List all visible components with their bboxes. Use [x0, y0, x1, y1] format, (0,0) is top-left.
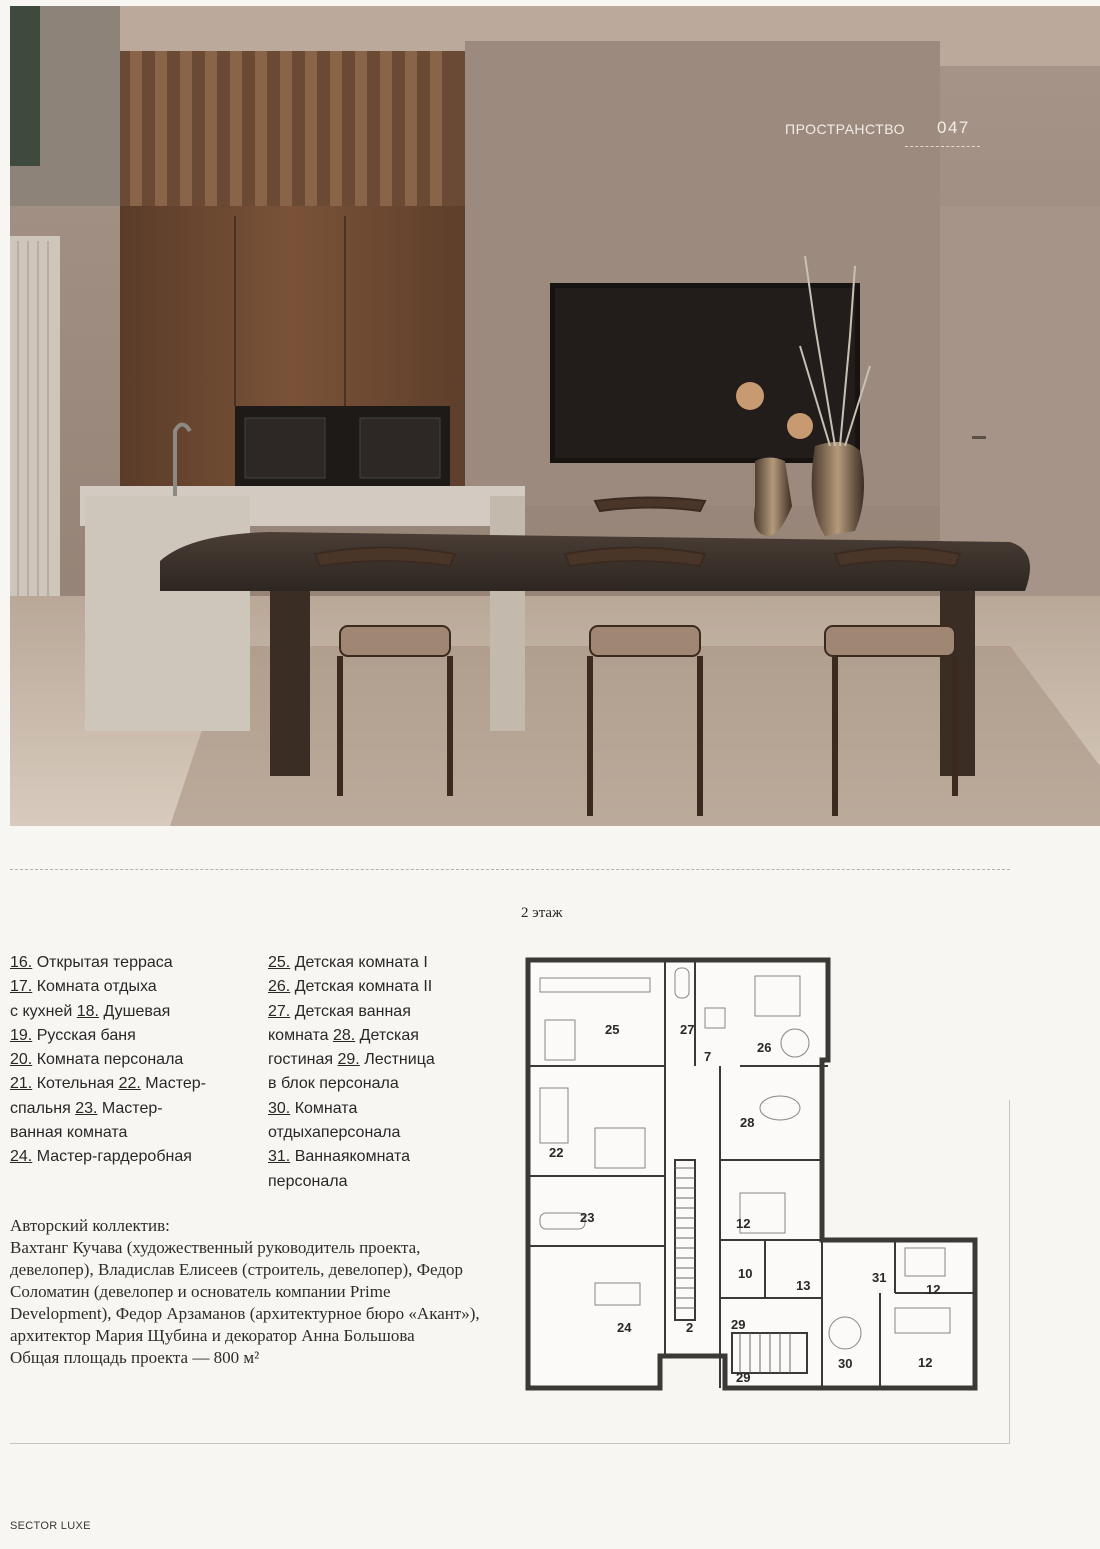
legend-number: 26. — [268, 978, 291, 996]
legend-text: Ванная — [290, 1148, 350, 1166]
section-divider — [10, 869, 1010, 870]
legend-text: комната персонала — [268, 1148, 411, 1190]
legend-text: Мастер- — [97, 1099, 163, 1117]
legend-text: Открытая терраса — [32, 954, 173, 971]
legend-number: 17. — [10, 978, 33, 996]
legend-entry — [268, 1051, 338, 1068]
legend-entry — [10, 1075, 119, 1092]
plan-label: 12 — [926, 1282, 941, 1297]
plan-label: 29 — [736, 1370, 751, 1385]
legend-number: 30. — [268, 1099, 291, 1117]
legend-text: Детская — [355, 1026, 419, 1044]
legend-entry — [10, 978, 157, 995]
floor-plan-title: 2 этаж — [521, 905, 563, 921]
legend-number: 25. — [268, 954, 291, 971]
legend-text: комната — [268, 1026, 333, 1044]
project-area: Общая площадь проекта — 800 м² — [10, 1348, 260, 1367]
plan-label: 29 — [731, 1317, 746, 1332]
plan-label: 13 — [796, 1278, 811, 1293]
plan-frame-bottom — [10, 1443, 1010, 1444]
legend-number: 19. — [10, 1026, 33, 1044]
plan-label: 28 — [740, 1115, 755, 1130]
legend-number: 31. — [268, 1148, 291, 1166]
legend-entry — [268, 1148, 350, 1165]
legend-number: 27. — [268, 1002, 291, 1020]
plan-label: 22 — [549, 1145, 564, 1160]
credits-heading: Авторский коллектив: — [10, 1216, 170, 1235]
legend-number: 28. — [332, 1026, 356, 1044]
legend-number: 21. — [10, 1075, 33, 1093]
legend-number: 29. — [337, 1051, 360, 1069]
legend-number: 23. — [75, 1099, 98, 1117]
legend-text: спальня — [10, 1099, 76, 1117]
legend-number: 16. — [10, 954, 33, 971]
legend-text: гостиная — [268, 1051, 338, 1069]
legend-text: с кухней — [10, 1002, 77, 1020]
legend-entry — [75, 1100, 162, 1117]
legend-entry — [10, 1027, 136, 1044]
legend-entry — [268, 1027, 333, 1044]
legend-text: Детская ванная — [290, 1002, 411, 1020]
legend-entry — [119, 1075, 206, 1092]
legend-number: 22. — [118, 1075, 141, 1093]
legend-text: Котельная — [32, 1075, 119, 1093]
plan-label: 10 — [738, 1266, 753, 1281]
legend-text: Комната персонала — [32, 1051, 184, 1069]
page-number: 047 — [937, 118, 970, 137]
legend-text: Мастер- — [140, 1075, 206, 1093]
plan-label: 12 — [736, 1216, 751, 1231]
legend-text: ванная комната — [10, 1124, 128, 1142]
plan-label: 31 — [872, 1270, 887, 1285]
credits-block — [10, 1215, 490, 1369]
legend-entry — [268, 978, 432, 995]
plan-label: 12 — [918, 1355, 933, 1370]
plan-label: 24 — [617, 1320, 632, 1335]
legend-entry — [321, 1124, 401, 1141]
magazine-footer: SECTOR LUXE — [10, 1520, 91, 1532]
legend-text: Лестница — [359, 1051, 435, 1069]
legend-text: Мастер-гардеробная — [32, 1148, 192, 1166]
legend-entry — [10, 1051, 183, 1068]
legend-text: Детская комната II — [290, 978, 433, 996]
legend-entry — [10, 954, 173, 971]
legend-entry — [10, 1100, 75, 1117]
room-legend-column-1 — [10, 951, 255, 1170]
header-rule — [905, 146, 980, 147]
legend-entry — [268, 954, 428, 971]
plan-label: 2 — [686, 1320, 694, 1335]
legend-text: Русская баня — [32, 1026, 136, 1044]
room-legend-column-2 — [268, 951, 473, 1194]
legend-entry — [268, 1075, 399, 1092]
plan-label: 23 — [580, 1210, 595, 1225]
legend-entry — [10, 1148, 192, 1165]
plan-label: 26 — [757, 1040, 772, 1055]
legend-text: Душевая — [99, 1002, 171, 1020]
legend-number: 20. — [10, 1051, 33, 1069]
legend-entry — [10, 1124, 127, 1141]
legend-text: Комната отдыха — [32, 978, 157, 996]
plan-labels — [500, 948, 990, 1403]
legend-text: в блок персонала — [268, 1075, 399, 1093]
legend-number: 18. — [76, 1002, 99, 1020]
plan-label: 7 — [704, 1049, 712, 1064]
legend-entry — [10, 1003, 77, 1020]
legend-entry — [77, 1003, 171, 1020]
legend-entry — [338, 1051, 435, 1068]
legend-text: Детская комната I — [290, 954, 428, 971]
credits-body: Вахтанг Кучава (художественный руководитель проекта, девелопер), Владислав Елисеев (строитель, девелопер), Федор Соломатин (девелопер и основатель компании Prime Development), Федор Арзаманов (архитектурное бюро «Акант»), архитектор Мария Щубина и декоратор Анна Большова — [10, 1238, 480, 1345]
plan-label: 25 — [605, 1022, 620, 1037]
legend-text: персонала — [320, 1124, 401, 1142]
plan-label: 30 — [838, 1356, 853, 1371]
plan-frame-right — [1009, 1100, 1010, 1444]
legend-entry — [333, 1027, 419, 1044]
legend-text: Комната отдыха — [268, 1099, 358, 1142]
legend-entry — [268, 1003, 411, 1020]
section-title: ПРОСТРАНСТВО — [785, 121, 905, 137]
legend-number: 24. — [10, 1148, 33, 1166]
plan-label: 27 — [680, 1022, 695, 1037]
